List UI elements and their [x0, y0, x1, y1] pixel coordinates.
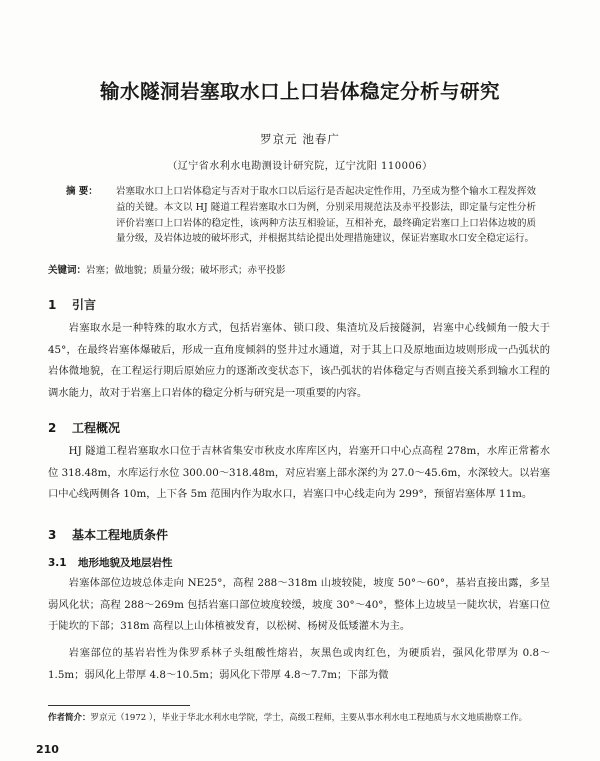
abstract-label: 摘 要： — [66, 186, 98, 197]
section-heading-1 — [48, 296, 96, 313]
section-title: 基本工程地质条件 — [72, 528, 169, 542]
section-2-paragraph: HJ 隧道工程岩塞取水口位于吉林省集安市秋皮水库库区内，岩塞开口中心点高程 278m，水库正常蓄水位 318.48m，水库运行水位 300.00～318.48m，对应岩塞上部水深约为 27.0～45.6m，水深较大。以岩塞口中心线两侧各 10m，上下各 5m 范围内作为取水口，岩塞口中心线走向为 299°，预留岩塞体厚 11m。 — [48, 445, 550, 500]
subsection-paragraph-1: 岩塞体部位边坡总体走向 NE25°，高程 288～318m 山坡较陡，坡度 50°～60°，基岩直接出露，多呈弱风化状；高程 288～269m 包括岩塞口部位坡度较缓，坡度 30°～40°，整体上边坡呈一陡坎状，岩塞口位于陡坎的下部；318m 高程以上山体植被发育，以松树、杨树及低矮灌木为主。 — [48, 577, 550, 632]
section-1-paragraph: 岩塞取水是一种特殊的取水方式，包括岩塞体、锁口段、集渣坑及后接隧洞，岩塞中心线倾角一般大于 45°，在最终岩塞体爆破后，形成一直角度倾斜的竖井过水通道，对于其上口及原地面边坡则形成一凸弧状的岩体微地貌，在工程运行期后原始应力的逐渐改变状态下，该凸弧状的岩体稳定与否则直接关系到输水工程的调水能力，故对于岩塞上口岩体的稳定分析与研究是一项重要的内容。 — [48, 322, 550, 399]
section-heading-3 — [48, 526, 168, 543]
keywords-label: 关键词： — [48, 265, 87, 276]
section-number: 2 — [48, 421, 57, 435]
keywords-text: 岩塞；做地貌；质量分级；破坏形式；赤平投影 — [86, 265, 286, 276]
subsection-title: 地形地貌及地层岩性 — [78, 557, 173, 569]
section-number: 1 — [48, 298, 57, 312]
paper-authors: 罗京元 池春广 — [260, 132, 340, 146]
paper-title: 输水隧洞岩塞取水口上口岩体稳定分析与研究 — [99, 80, 500, 103]
section-title: 引言 — [72, 298, 97, 312]
section-heading-2 — [48, 419, 120, 436]
subsection-paragraph-2: 岩塞部位的基岩岩性为侏罗系林子头组酸性熔岩，灰黑色或肉红色，为硬质岩，强风化带厚为 0.8～1.5m；弱风化上带厚 4.8～10.5m；弱风化下带厚 4.8～7.7m；下部为微 — [48, 647, 550, 681]
footnote-divider — [48, 705, 190, 706]
subsection-heading-3-1 — [48, 555, 173, 570]
section-number: 3 — [48, 528, 57, 542]
section-title: 工程概况 — [72, 421, 121, 435]
page-number: 210 — [36, 743, 59, 756]
paper-affiliation: （辽宁省水利水电勘测设计研究院，辽宁沈阳 110006） — [167, 161, 433, 172]
keywords-block — [48, 262, 548, 276]
footnote-text: 罗京元（1972 ），毕业于华北水利水电学院，学士，高级工程师，主要从事水利水电工程地质与水文地质勘察工作。 — [90, 713, 528, 723]
abstract-text: 岩塞取水口上口岩体稳定与否对于取水口以后运行是否起决定性作用，乃至成为整个输水工程发挥效益的关键。本文以 HJ 隧道工程岩塞取水口为例，分别采用规范法及赤平投影法，即定量与定性分析评价岩塞口上口岩体的稳定性，该两种方法互相验证，互相补充，最终确定岩塞口上口岩体边坡的质量分级，及岩体边坡的破坏形式，并根据其结论提出处理措施建议，保证岩塞取水口安全稳定运行。 — [116, 186, 536, 245]
abstract-block — [66, 184, 536, 247]
footnote-label: 作者简介： — [48, 713, 91, 723]
subsection-number: 3.1 — [48, 557, 67, 569]
author-footnote — [48, 711, 550, 725]
